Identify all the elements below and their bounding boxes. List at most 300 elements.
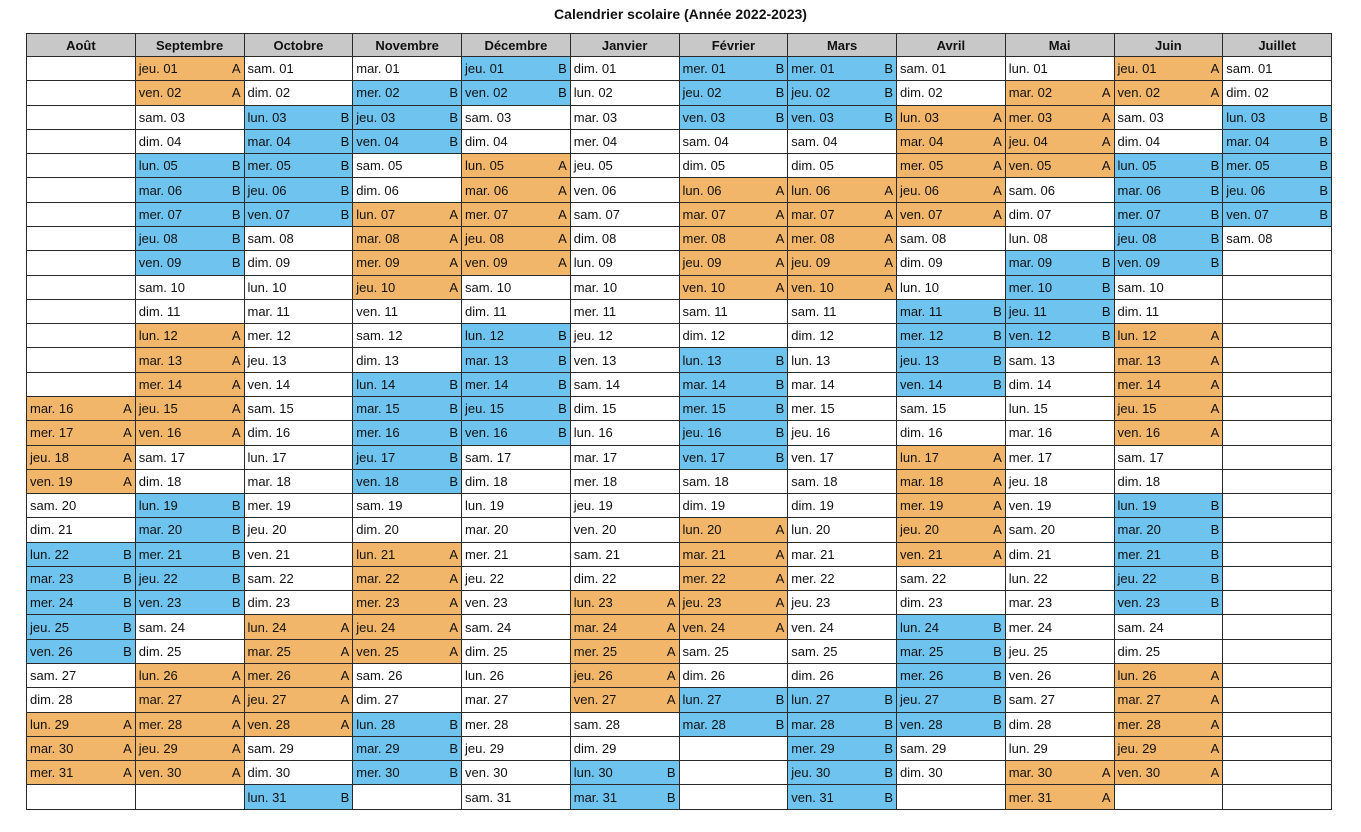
- day-label: sam. 03: [1117, 109, 1164, 125]
- day-label: lun. 07: [356, 206, 396, 222]
- day-cell: [353, 445, 462, 469]
- day-label: ven. 17: [791, 449, 834, 465]
- day-label: mar. 25: [900, 643, 944, 659]
- day-cell: [679, 81, 788, 105]
- day-cell: [244, 81, 353, 105]
- day-label: dim. 02: [900, 85, 943, 101]
- day-cell: [897, 761, 1006, 785]
- zone-label: A: [449, 619, 458, 635]
- zone-label: B: [123, 643, 132, 659]
- zone-label: B: [558, 376, 567, 392]
- day-label: ven. 28: [247, 716, 291, 732]
- day-cell: [1114, 299, 1223, 323]
- day-label: lun. 03: [247, 109, 287, 125]
- day-cell: [570, 591, 679, 615]
- day-cell: [1223, 251, 1332, 275]
- day-label: sam. 12: [356, 328, 403, 344]
- day-cell: [679, 566, 788, 590]
- day-label: mar. 13: [465, 352, 509, 368]
- day-label: mer. 21: [1117, 546, 1161, 562]
- zone-label: B: [449, 85, 458, 101]
- day-label: lun. 29: [30, 716, 70, 732]
- zone-label: B: [340, 109, 350, 125]
- day-row: [27, 421, 1332, 445]
- day-label: ven. 31: [791, 789, 834, 805]
- day-cell: [1223, 299, 1332, 323]
- day-cell: [1223, 566, 1332, 590]
- day-cell: [462, 324, 571, 348]
- day-label: mer. 21: [465, 546, 509, 562]
- day-row: [27, 639, 1332, 663]
- day-label: mar. 30: [30, 741, 74, 757]
- day-cell: [244, 154, 353, 178]
- day-cell: [462, 736, 571, 760]
- day-label: ven. 26: [30, 643, 73, 659]
- month-header: Avril: [897, 34, 1006, 57]
- day-cell: [1005, 129, 1114, 153]
- day-cell: [1114, 494, 1223, 518]
- day-label: mar. 16: [30, 401, 74, 417]
- day-cell: [897, 251, 1006, 275]
- day-cell: [570, 275, 679, 299]
- zone-label: B: [1210, 255, 1220, 271]
- day-label: lun. 19: [465, 498, 505, 514]
- day-cell: [679, 299, 788, 323]
- day-cell: [353, 421, 462, 445]
- zone-label: A: [449, 571, 458, 587]
- zone-label: A: [1101, 109, 1111, 125]
- day-cell: [135, 785, 244, 810]
- day-cell: [27, 591, 136, 615]
- zone-label: A: [1101, 765, 1111, 781]
- zone-label: A: [884, 279, 893, 295]
- day-row: [27, 518, 1332, 542]
- day-label: mar. 27: [138, 692, 183, 708]
- day-label: ven. 23: [1117, 595, 1161, 611]
- day-label: sam. 08: [1226, 231, 1273, 247]
- day-cell: [244, 615, 353, 639]
- zone-label: B: [231, 255, 241, 271]
- day-cell: [1114, 542, 1223, 566]
- day-cell: [1223, 591, 1332, 615]
- day-cell: [679, 202, 788, 226]
- day-cell: [462, 226, 571, 250]
- day-cell: [1223, 348, 1332, 372]
- zone-label: B: [558, 61, 567, 77]
- day-label: sam. 03: [465, 109, 512, 125]
- month-header: Juillet: [1223, 34, 1332, 57]
- day-label: jeu. 22: [1117, 571, 1157, 587]
- zone-label: A: [231, 668, 241, 684]
- zone-label: A: [449, 279, 458, 295]
- zone-label: A: [1101, 133, 1111, 149]
- day-cell: [135, 445, 244, 469]
- zone-label: A: [775, 206, 785, 222]
- zone-label: B: [1210, 571, 1220, 587]
- day-cell: [788, 615, 897, 639]
- day-cell: [1114, 251, 1223, 275]
- day-row: [27, 154, 1332, 178]
- zone-label: A: [1210, 61, 1220, 77]
- day-label: ven. 16: [1117, 425, 1161, 441]
- day-cell: [1005, 57, 1114, 81]
- zone-label: B: [993, 716, 1002, 732]
- day-cell: [244, 688, 353, 712]
- day-cell: [788, 591, 897, 615]
- day-cell: [244, 712, 353, 736]
- zone-label: B: [993, 376, 1002, 392]
- day-label: mer. 28: [1117, 716, 1161, 732]
- day-cell: [1005, 566, 1114, 590]
- day-label: sam. 29: [247, 741, 294, 757]
- day-label: mer. 05: [247, 158, 291, 174]
- day-label: ven. 25: [356, 643, 399, 659]
- zone-label: A: [123, 765, 132, 781]
- day-label: mar. 18: [900, 473, 944, 489]
- day-label: mer. 15: [791, 401, 835, 417]
- day-label: ven. 04: [356, 133, 399, 149]
- day-cell: [897, 348, 1006, 372]
- day-label: mer. 30: [356, 765, 400, 781]
- day-label: mer. 25: [573, 643, 618, 659]
- day-label: jeu. 09: [682, 255, 722, 271]
- day-label: jeu. 27: [247, 692, 287, 708]
- day-cell: [570, 202, 679, 226]
- day-cell: [1005, 542, 1114, 566]
- day-cell: [679, 469, 788, 493]
- day-label: mer. 02: [356, 85, 400, 101]
- day-cell: [897, 154, 1006, 178]
- zone-label: A: [231, 328, 241, 344]
- day-label: mar. 27: [465, 692, 509, 708]
- zone-label: A: [231, 716, 241, 732]
- zone-label: A: [993, 473, 1002, 489]
- day-label: sam. 11: [682, 303, 728, 319]
- day-cell: [462, 639, 571, 663]
- day-cell: [1223, 372, 1332, 396]
- zone-label: B: [993, 303, 1002, 319]
- day-cell: [462, 81, 571, 105]
- day-cell: [27, 688, 136, 712]
- day-label: mer. 10: [1008, 279, 1053, 295]
- day-label: jeu. 06: [247, 182, 287, 198]
- month-header: Novembre: [353, 34, 462, 57]
- day-label: lun. 20: [682, 522, 722, 538]
- day-label: jeu. 22: [138, 571, 178, 587]
- day-label: jeu. 29: [138, 741, 178, 757]
- zone-label: B: [775, 109, 785, 125]
- zone-label: A: [1210, 668, 1220, 684]
- day-cell: [353, 736, 462, 760]
- day-label: sam. 13: [1008, 352, 1055, 368]
- day-cell: [1005, 518, 1114, 542]
- day-cell: [1223, 226, 1332, 250]
- school-calendar-table: [26, 33, 1332, 810]
- day-cell: [679, 372, 788, 396]
- day-label: lun. 13: [682, 352, 722, 368]
- day-cell: [788, 251, 897, 275]
- day-cell: [1223, 639, 1332, 663]
- zone-label: B: [449, 401, 458, 417]
- zone-label: A: [993, 522, 1002, 538]
- day-cell: [679, 591, 788, 615]
- day-cell: [570, 518, 679, 542]
- day-label: ven. 30: [138, 765, 182, 781]
- zone-label: A: [993, 546, 1002, 562]
- zone-label: B: [993, 668, 1002, 684]
- zone-label: A: [1101, 158, 1111, 174]
- day-cell: [1114, 615, 1223, 639]
- day-cell: [679, 712, 788, 736]
- day-label: mer. 12: [247, 328, 291, 344]
- day-cell: [788, 712, 897, 736]
- day-row: [27, 348, 1332, 372]
- zone-label: B: [558, 328, 567, 344]
- day-row: [27, 202, 1332, 226]
- day-label: ven. 03: [791, 109, 834, 125]
- zone-label: B: [449, 376, 458, 392]
- day-cell: [353, 129, 462, 153]
- day-label: lun. 06: [791, 182, 831, 198]
- day-row: [27, 761, 1332, 785]
- day-label: sam. 17: [138, 449, 185, 465]
- zone-label: A: [775, 595, 785, 611]
- day-label: lun. 26: [465, 668, 505, 684]
- day-row: [27, 81, 1332, 105]
- day-label: jeu. 23: [791, 595, 831, 611]
- day-label: dim. 18: [138, 473, 182, 489]
- day-label: jeu. 15: [465, 401, 505, 417]
- day-cell: [462, 494, 571, 518]
- zone-label: B: [1210, 522, 1220, 538]
- day-label: ven. 23: [465, 595, 508, 611]
- day-label: lun. 19: [1117, 498, 1157, 514]
- day-label: mer. 14: [465, 376, 509, 392]
- day-row: [27, 785, 1332, 810]
- zone-label: B: [449, 449, 458, 465]
- day-row: [27, 251, 1332, 275]
- zone-label: B: [1319, 182, 1328, 198]
- zone-label: B: [1101, 279, 1111, 295]
- day-cell: [1223, 445, 1332, 469]
- day-label: sam. 11: [791, 303, 837, 319]
- day-cell: [897, 664, 1006, 688]
- day-cell: [788, 226, 897, 250]
- day-cell: [462, 761, 571, 785]
- day-cell: [1005, 736, 1114, 760]
- day-cell: [570, 81, 679, 105]
- day-cell: [27, 785, 136, 810]
- day-label: lun. 05: [138, 158, 178, 174]
- zone-label: A: [231, 692, 241, 708]
- day-cell: [1114, 785, 1223, 810]
- zone-label: B: [1319, 158, 1328, 174]
- day-cell: [570, 178, 679, 202]
- day-cell: [353, 712, 462, 736]
- zone-label: A: [340, 643, 350, 659]
- day-row: [27, 469, 1332, 493]
- zone-label: A: [775, 182, 785, 198]
- day-label: mer. 05: [1226, 158, 1270, 174]
- day-label: ven. 23: [138, 595, 182, 611]
- day-label: jeu. 23: [682, 595, 722, 611]
- day-cell: [1223, 469, 1332, 493]
- day-cell: [1005, 494, 1114, 518]
- day-cell: [570, 761, 679, 785]
- day-label: dim. 06: [356, 182, 399, 198]
- day-cell: [135, 154, 244, 178]
- day-label: dim. 14: [1008, 376, 1052, 392]
- day-cell: [1223, 57, 1332, 81]
- zone-label: A: [884, 182, 893, 198]
- day-cell: [353, 178, 462, 202]
- day-label: ven. 07: [1226, 206, 1269, 222]
- day-label: mer. 11: [573, 303, 617, 319]
- zone-label: B: [558, 425, 567, 441]
- zone-label: A: [775, 279, 785, 295]
- zone-label: A: [231, 85, 241, 101]
- day-label: ven. 10: [682, 279, 726, 295]
- zone-label: A: [1101, 85, 1111, 101]
- day-label: mer. 18: [573, 473, 618, 489]
- day-cell: [27, 129, 136, 153]
- day-cell: [1223, 736, 1332, 760]
- zone-label: A: [1210, 692, 1220, 708]
- day-cell: [1114, 736, 1223, 760]
- zone-label: A: [449, 231, 458, 247]
- day-label: ven. 17: [682, 449, 726, 465]
- zone-label: A: [1210, 716, 1220, 732]
- day-label: lun. 24: [247, 619, 287, 635]
- day-cell: [788, 57, 897, 81]
- day-cell: [897, 57, 1006, 81]
- day-cell: [244, 639, 353, 663]
- zone-label: B: [558, 352, 567, 368]
- day-label: sam. 14: [573, 376, 620, 392]
- day-cell: [679, 251, 788, 275]
- day-cell: [679, 761, 788, 785]
- day-cell: [1005, 396, 1114, 420]
- day-label: mer. 14: [1117, 376, 1161, 392]
- zone-label: B: [884, 716, 893, 732]
- day-label: mar. 09: [1008, 255, 1053, 271]
- day-cell: [788, 202, 897, 226]
- day-label: mer. 19: [247, 498, 291, 514]
- day-cell: [679, 785, 788, 810]
- zone-label: A: [666, 643, 676, 659]
- day-cell: [788, 275, 897, 299]
- day-cell: [1114, 105, 1223, 129]
- day-label: lun. 30: [573, 765, 613, 781]
- day-label: lun. 22: [30, 546, 70, 562]
- zone-label: B: [123, 619, 132, 635]
- day-label: jeu. 11: [1008, 303, 1047, 319]
- zone-label: B: [1210, 158, 1220, 174]
- day-cell: [570, 105, 679, 129]
- day-cell: [1005, 324, 1114, 348]
- day-label: mar. 22: [356, 571, 400, 587]
- day-cell: [679, 105, 788, 129]
- day-label: mar. 21: [682, 546, 726, 562]
- day-label: ven. 13: [573, 352, 617, 368]
- zone-label: A: [340, 668, 350, 684]
- zone-label: A: [340, 619, 350, 635]
- day-cell: [679, 275, 788, 299]
- month-header: Février: [679, 34, 788, 57]
- day-cell: [27, 615, 136, 639]
- day-cell: [1005, 421, 1114, 445]
- month-header: Octobre: [244, 34, 353, 57]
- zone-label: B: [340, 158, 350, 174]
- day-cell: [679, 154, 788, 178]
- zone-label: B: [884, 61, 893, 77]
- day-label: lun. 12: [1117, 328, 1157, 344]
- zone-label: B: [231, 206, 241, 222]
- day-label: sam. 04: [682, 133, 729, 149]
- day-label: mer. 28: [465, 716, 509, 732]
- day-label: sam. 27: [1008, 692, 1055, 708]
- zone-label: B: [666, 765, 676, 781]
- day-cell: [570, 639, 679, 663]
- day-label: ven. 20: [573, 522, 617, 538]
- zone-label: A: [775, 231, 785, 247]
- day-cell: [462, 664, 571, 688]
- day-label: jeu. 01: [1117, 61, 1157, 77]
- day-label: dim. 20: [356, 522, 399, 538]
- day-cell: [897, 299, 1006, 323]
- zone-label: A: [884, 206, 893, 222]
- zone-label: B: [775, 692, 785, 708]
- day-label: sam. 29: [900, 741, 947, 757]
- zone-label: B: [993, 352, 1002, 368]
- day-cell: [353, 81, 462, 105]
- day-label: mar. 17: [573, 449, 618, 465]
- day-cell: [135, 688, 244, 712]
- day-cell: [353, 688, 462, 712]
- day-label: ven. 07: [247, 206, 291, 222]
- day-cell: [1005, 251, 1114, 275]
- day-label: jeu. 16: [682, 425, 722, 441]
- day-cell: [1005, 275, 1114, 299]
- day-row: [27, 445, 1332, 469]
- day-cell: [788, 178, 897, 202]
- zone-label: B: [123, 546, 132, 562]
- zone-label: A: [884, 231, 893, 247]
- day-label: dim. 23: [900, 595, 943, 611]
- day-label: mer. 31: [1008, 789, 1053, 805]
- zone-label: A: [449, 595, 458, 611]
- day-cell: [353, 275, 462, 299]
- day-cell: [462, 299, 571, 323]
- zone-label: B: [1101, 303, 1111, 319]
- day-label: mar. 25: [247, 643, 291, 659]
- day-cell: [788, 518, 897, 542]
- day-label: dim. 01: [573, 61, 617, 77]
- day-cell: [135, 226, 244, 250]
- day-cell: [1223, 761, 1332, 785]
- day-cell: [570, 154, 679, 178]
- day-cell: [1114, 761, 1223, 785]
- day-label: mar. 01: [356, 61, 400, 77]
- day-label: lun. 23: [573, 595, 613, 611]
- day-cell: [788, 421, 897, 445]
- day-label: mer. 09: [356, 255, 400, 271]
- day-row: [27, 542, 1332, 566]
- zone-label: A: [231, 61, 241, 77]
- day-label: mar. 20: [1117, 522, 1161, 538]
- zone-label: A: [993, 449, 1002, 465]
- zone-label: A: [231, 741, 241, 757]
